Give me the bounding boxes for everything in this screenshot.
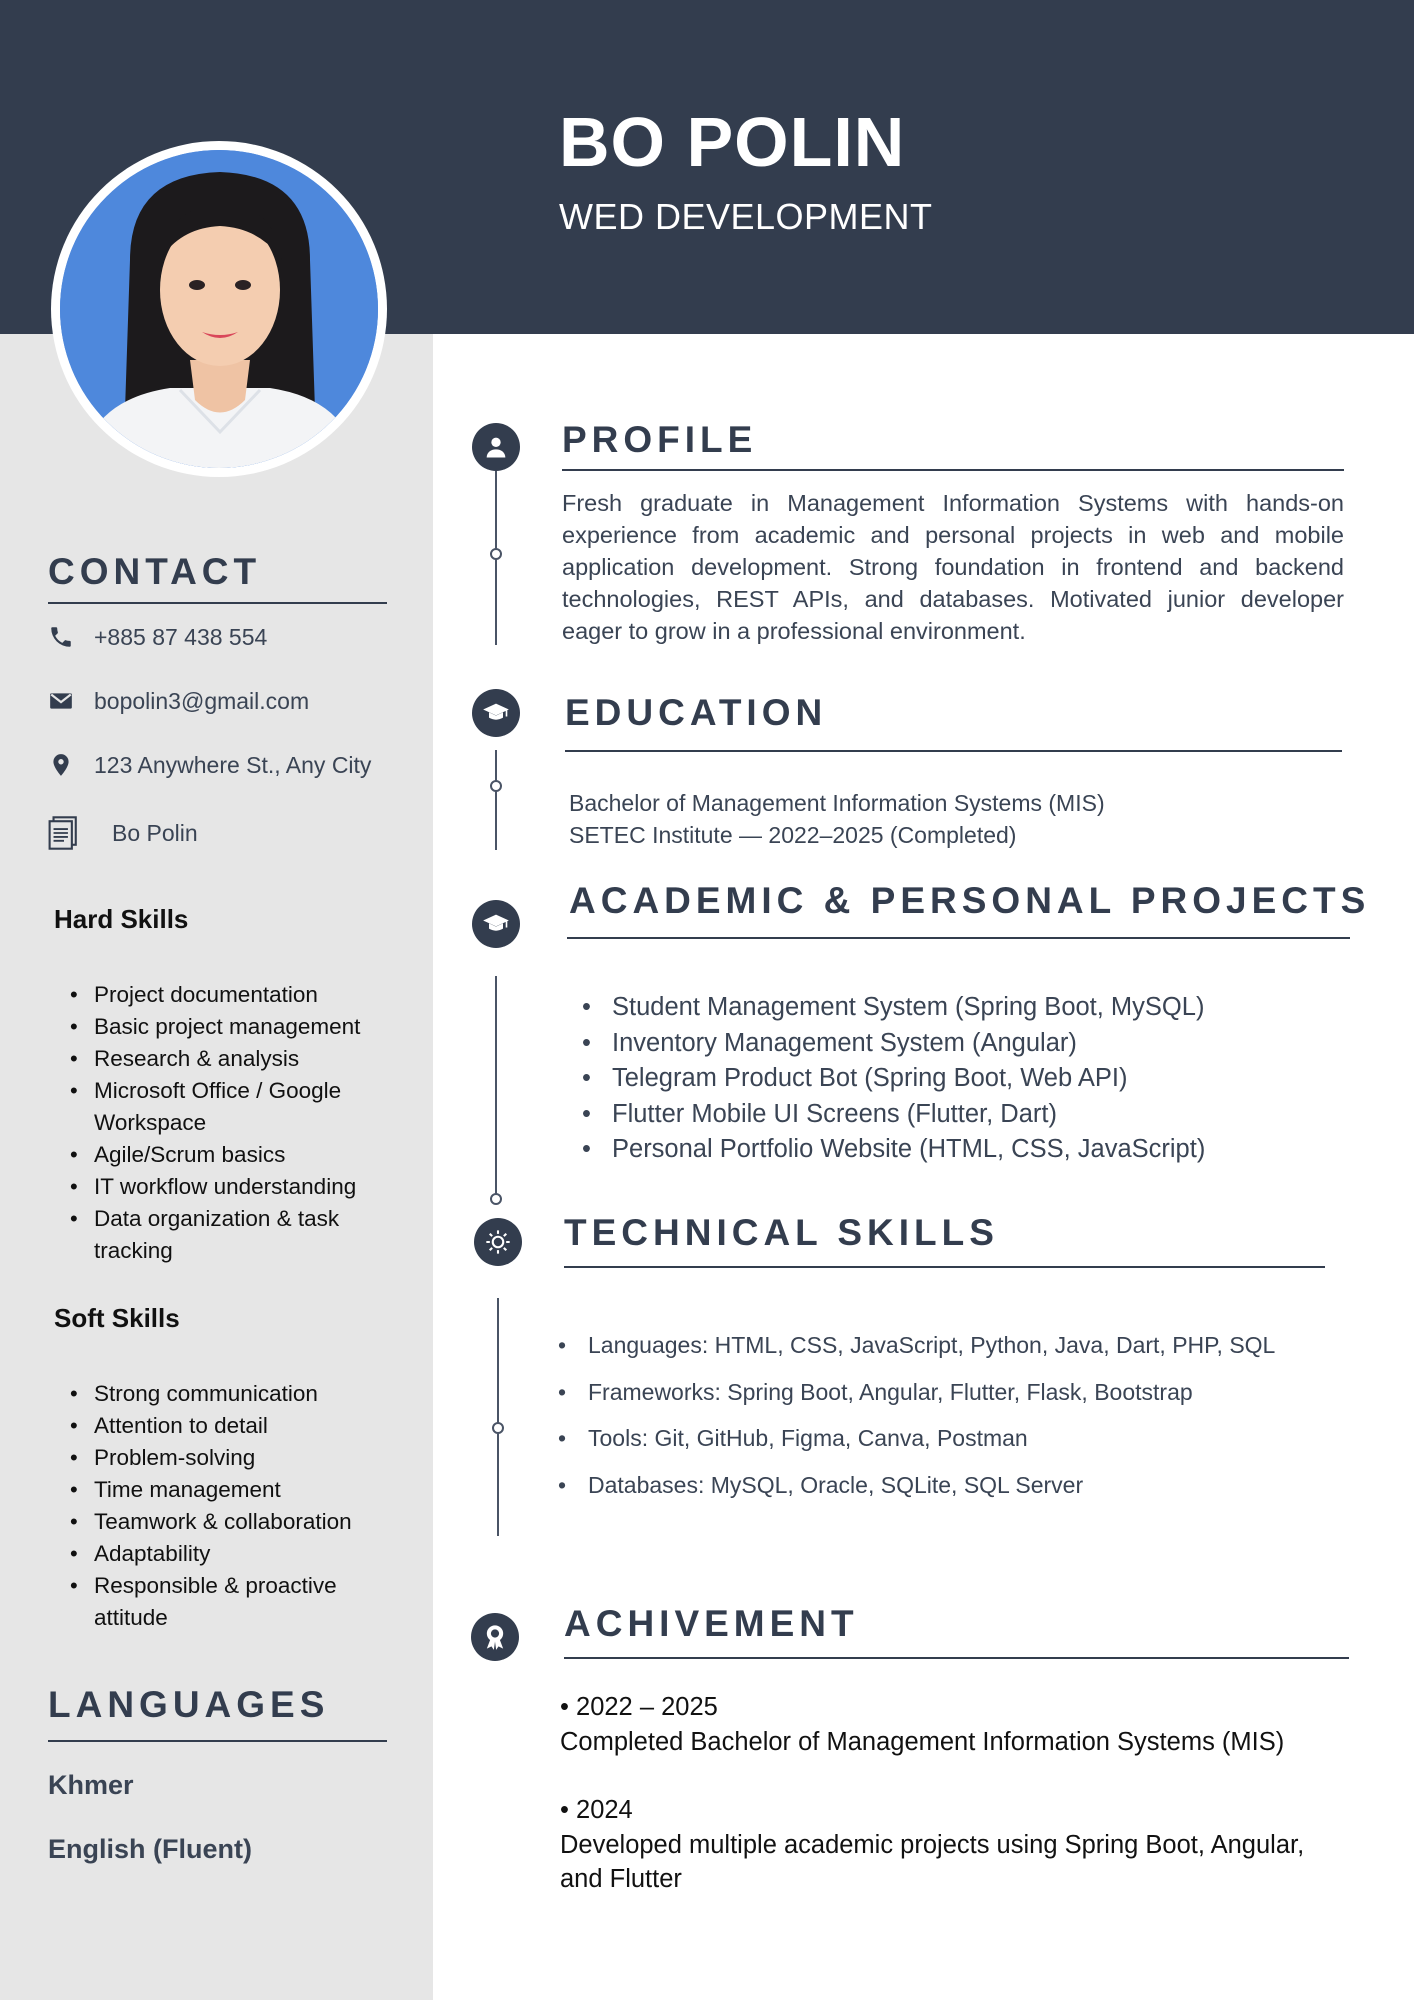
contact-divider <box>48 602 387 604</box>
achievement-period: • 2022 – 2025 <box>560 1693 718 1721</box>
contact-email-text: bopolin3@gmail.com <box>94 688 310 714</box>
contact-address <box>48 750 371 780</box>
list-item: • Telegram Product Bot (Spring Boot, Web API) <box>582 1061 1205 1097</box>
profile-divider <box>562 469 1344 471</box>
contact-cv-text: Bo Polin <box>112 820 198 846</box>
contact-cv[interactable] <box>48 816 198 850</box>
profile-heading: PROFILE <box>562 419 758 460</box>
education-institute: SETEC Institute — 2022–2025 (Completed) <box>569 822 1017 848</box>
soft-skills-title: Soft Skills <box>54 1303 180 1333</box>
achievement-heading: ACHIVEMENT <box>564 1603 859 1644</box>
list-item: • IT workflow understanding <box>64 1171 404 1203</box>
list-item: • Responsible & proactive attitude <box>64 1570 404 1634</box>
list-item: • Languages: HTML, CSS, JavaScript, Python, Java, Dart, PHP, SQL <box>558 1322 1275 1369</box>
profile-photo <box>51 141 387 477</box>
timeline-dot <box>492 1422 504 1434</box>
contact-phone[interactable] <box>48 622 267 652</box>
gear-icon <box>474 1218 522 1266</box>
list-item: • Basic project management <box>64 1011 404 1043</box>
map-pin-icon <box>48 752 74 778</box>
education-divider <box>565 750 1342 752</box>
language-item: Khmer <box>48 1770 134 1800</box>
list-item: • Data organization & task tracking <box>64 1203 404 1267</box>
technical-skills-list <box>558 1322 1275 1508</box>
contact-address-text: 123 Anywhere St., Any City <box>94 752 372 778</box>
list-item: • Student Management System (Spring Boot, MySQL) <box>582 990 1205 1026</box>
list-item: • Adaptability <box>64 1538 404 1570</box>
achievement-period: • 2024 <box>560 1796 633 1824</box>
timeline-line <box>495 976 497 1198</box>
achievement-text: Completed Bachelor of Management Information Systems (MIS) <box>560 1728 1285 1756</box>
envelope-icon <box>48 688 74 714</box>
user-icon <box>472 423 520 471</box>
achievement-divider <box>564 1657 1349 1659</box>
timeline-dot <box>490 1193 502 1205</box>
technical-skills-divider <box>564 1266 1325 1268</box>
list-item: • Tools: Git, GitHub, Figma, Canva, Postman <box>558 1415 1275 1462</box>
timeline-line <box>495 750 497 850</box>
languages-heading: LANGUAGES <box>48 1684 330 1725</box>
list-item: • Attention to detail <box>64 1410 404 1442</box>
profile-photo-image <box>60 150 378 468</box>
projects-divider <box>567 937 1350 939</box>
technical-skills-heading: TECHNICAL SKILLS <box>564 1212 999 1253</box>
list-item: • Time management <box>64 1474 404 1506</box>
list-item: • Strong communication <box>64 1378 404 1410</box>
timeline-dot <box>490 780 502 792</box>
education-heading: EDUCATION <box>565 692 828 733</box>
candidate-name: BO POLIN <box>559 103 906 181</box>
candidate-role: WED DEVELOPMENT <box>559 196 933 237</box>
document-icon <box>48 816 80 850</box>
timeline-dot <box>490 548 502 560</box>
education-degree: Bachelor of Management Information Systems (MIS) <box>569 790 1105 816</box>
graduation-cap-icon <box>472 900 520 948</box>
contact-phone-text: +885 87 438 554 <box>94 624 268 650</box>
list-item: • Inventory Management System (Angular) <box>582 1026 1205 1062</box>
language-item: English (Fluent) <box>48 1834 252 1864</box>
list-item: • Problem-solving <box>64 1442 404 1474</box>
list-item: • Teamwork & collaboration <box>64 1506 404 1538</box>
phone-icon <box>48 624 74 650</box>
list-item: • Research & analysis <box>64 1043 404 1075</box>
achievement-text: Developed multiple academic projects using Spring Boot, Angular, and Flutter <box>560 1831 1305 1893</box>
list-item: • Databases: MySQL, Oracle, SQLite, SQL Server <box>558 1462 1275 1509</box>
list-item: • Microsoft Office / Google Workspace <box>64 1075 404 1139</box>
graduation-cap-icon <box>472 689 520 737</box>
list-item: • Flutter Mobile UI Screens (Flutter, Dart) <box>582 1097 1205 1133</box>
languages-divider <box>48 1740 387 1742</box>
hard-skills-list <box>64 979 404 1267</box>
hard-skills-title: Hard Skills <box>54 904 189 934</box>
list-item: • Personal Portfolio Website (HTML, CSS, JavaScript) <box>582 1132 1205 1168</box>
contact-email[interactable] <box>48 686 309 716</box>
list-item: • Frameworks: Spring Boot, Angular, Flutter, Flask, Bootstrap <box>558 1369 1275 1416</box>
timeline-line <box>497 1298 499 1536</box>
award-badge-icon <box>471 1613 519 1661</box>
profile-summary: Fresh graduate in Management Information Systems with hands-on experience from academic and personal projects in web and mobile application development. Strong foundation in frontend and backend technologies, REST APIs, and databases. Motivated junior developer eager to grow in a professional environment. <box>562 490 1344 644</box>
list-item: • Project documentation <box>64 979 404 1011</box>
contact-heading: CONTACT <box>48 551 262 592</box>
list-item: • Agile/Scrum basics <box>64 1139 404 1171</box>
projects-heading: ACADEMIC & PERSONAL PROJECTS <box>569 880 1371 921</box>
portrait-illustration <box>60 150 378 468</box>
projects-list <box>582 990 1205 1168</box>
soft-skills-list <box>64 1378 404 1634</box>
